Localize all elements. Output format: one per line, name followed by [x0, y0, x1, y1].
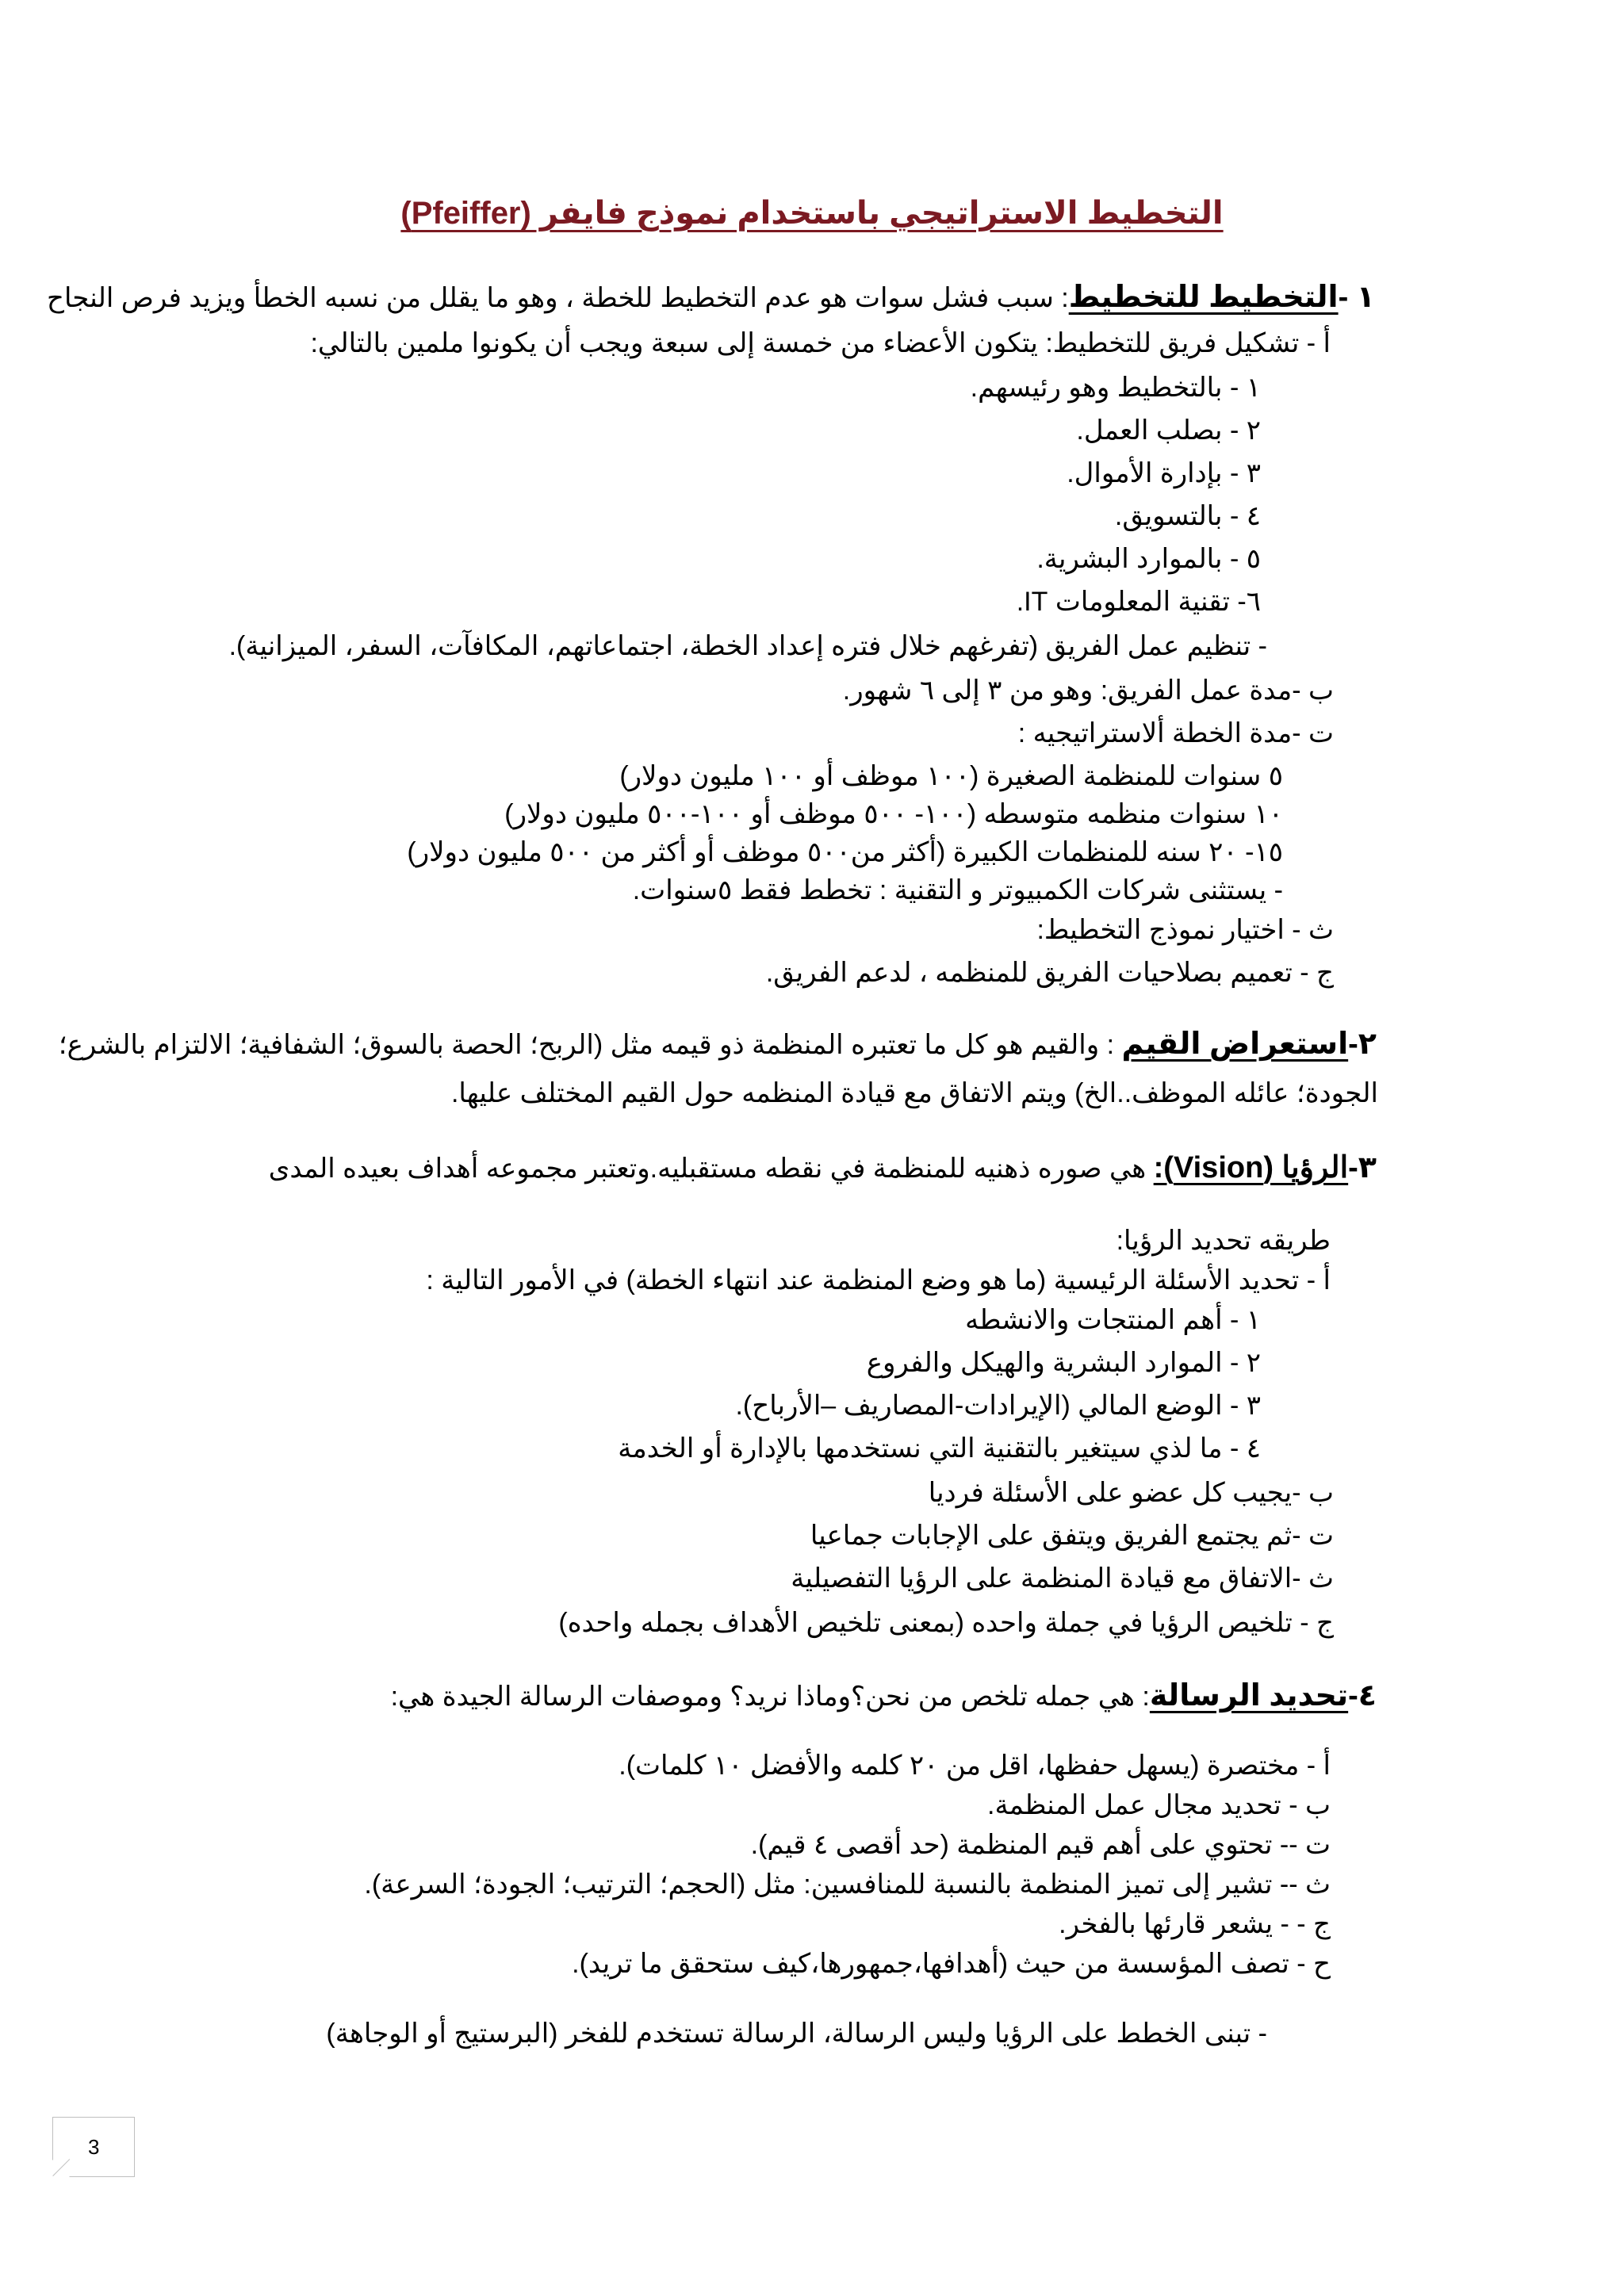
s1-duration: - يستثنى شركات الكمبيوتر و التقنية : تخطط فقط ٥سنوات.	[632, 875, 1283, 905]
s4-item: ب - تحديد مجال عمل المنظمة.	[987, 1790, 1331, 1820]
s3-method: طريقه تحديد الرؤيا:	[1116, 1226, 1331, 1256]
s4-item: ت -- تحتوي على أهم قيم المنظمة (حد أقصى ٤ قيم).	[750, 1830, 1331, 1860]
section-1-heading-line: ١ -التخطيط للتخطيط: سبب فشل سوات هو عدم التخطيط للخطة ، وهو ما يقلل من نسبه الخطأ ويزيد فرص النجاح	[47, 281, 1375, 314]
s1-b: ب -مدة عمل الفريق: وهو من ٣ إلى ٦ شهور.	[842, 675, 1334, 706]
s3-th: ث -الاتفاق مع قيادة المنظمة على الرؤيا التفصيلية	[791, 1563, 1334, 1594]
section-4-heading: تحديد الرسالة	[1149, 1679, 1349, 1712]
s3-t: ت -ثم يجتمع الفريق ويتفق على الإجابات جماعيا	[810, 1521, 1334, 1551]
section-4-heading-line: ٤-تحديد الرسالة: هي جمله تلخص من نحن؟وماذا نريد؟ وموصفات الرسالة الجيدة هي:	[390, 1679, 1377, 1712]
s1-item: ١ - بالتخطيط وهو رئيسهم.	[970, 373, 1261, 403]
s4-item: ث -- تشير إلى تميز المنظمة بالنسبة للمنافسين: مثل (الحجم؛ الترتيب؛ الجودة؛ السرعة).	[364, 1869, 1331, 1900]
page-number-box	[52, 2117, 135, 2177]
s1-duration: ١٥- ٢٠ سنه للمنظمات الكبيرة (أكثر من٥٠٠ موظف أو أكثر من ٥٠٠ مليون دولار)	[407, 837, 1283, 867]
s1-item: ٦- تقنية المعلومات IT.	[1016, 587, 1261, 617]
s1-duration: ٥ سنوات للمنظمة الصغيرة (١٠٠ موظف أو ١٠٠ مليون دولار)	[619, 761, 1283, 791]
s3-b: ب -يجيب كل عضو على الأسئلة فرديا	[928, 1478, 1334, 1508]
page-number: 3	[88, 2135, 100, 2159]
section-3-heading-line: ٣-الرؤيا (Vision): هي صوره ذهنيه للمنظمة في نقطه مستقبليه.وتعتبر مجموعه أهداف بعيده المدى	[268, 1151, 1377, 1184]
s1-th: ث - اختيار نموذج التخطيط:	[1036, 915, 1334, 945]
s3-item: ٣ - الوضع المالي (الإيرادات-المصاريف –الأرباح).	[735, 1391, 1261, 1421]
section-1-heading: التخطيط للتخطيط	[1068, 281, 1339, 314]
s1-t: ت -مدة الخطة ألاستراتيجيه :	[1017, 718, 1334, 748]
s1-item: ٥ - بالموارد البشرية.	[1036, 544, 1261, 574]
s1-item: ٤ - بالتسويق.	[1114, 501, 1261, 531]
s1-dash: - تنظيم عمل الفريق (تفرغهم خلال فتره إعداد الخطة، اجتماعاتهم، المكافآت، السفر، الميزانية).	[228, 631, 1267, 661]
s4-item: ج - - يشعر قارئها بالفخر.	[1059, 1909, 1331, 1939]
section-2-heading: استعراض القيم	[1121, 1027, 1349, 1061]
s3-item: ٢ - الموارد البشرية والهيكل والفروع	[866, 1348, 1261, 1378]
s3-a: أ - تحديد الأسئلة الرئيسية (ما هو وضع المنظمة عند انتهاء الخطة) في الأمور التالية :	[426, 1265, 1331, 1295]
s1-item: ٣ - بإدارة الأموال.	[1067, 458, 1261, 488]
s3-item: ٤ - ما لذي سيتغير بالتقنية التي نستخدمها بالإدارة أو الخدمة	[618, 1433, 1261, 1464]
s3-j: ج - تلخيص الرؤيا في جملة واحده (بمعنى تلخيص الأهداف بجمله واحده)	[558, 1608, 1334, 1638]
s1-j: ج - تعميم بصلاحيات الفريق للمنظمه ، لدعم الفريق.	[765, 958, 1334, 988]
s4-item: أ - مختصرة (يسهل حفظها، اقل من ٢٠ كلمه والأفضل ١٠ كلمات).	[619, 1751, 1331, 1781]
s2-line2: الجودة؛ عائله الموظف..الخ) ويتم الاتفاق مع قيادة المنظمه حول القيم المختلف عليها.	[450, 1078, 1378, 1108]
page-title: التخطيط الاستراتيجي باستخدام نموذج فايفر (Pfeiffer)	[400, 196, 1224, 231]
section-3-heading: الرؤيا (Vision):	[1153, 1151, 1349, 1184]
s4-note: - تبنى الخطط على الرؤيا وليس الرسالة، الرسالة تستخدم للفخر (البرستيج أو الوجاهة)	[326, 2019, 1267, 2049]
s4-item: ح - تصف المؤسسة من حيث (أهدافها،جمهورها،كيف ستحقق ما تريد).	[572, 1949, 1331, 1979]
section-2-heading-line: ٢-استعراض القيم : والقيم هو كل ما تعتبره المنظمة ذو قيمه مثل (الربح؛ الحصة بالسوق؛ الشفافية؛ الالتزام بالشرع؛	[58, 1027, 1377, 1061]
s3-item: ١ - أهم المنتجات والانشطه	[965, 1305, 1261, 1335]
s1-item: ٢ - بصلب العمل.	[1076, 415, 1261, 446]
s1-a: أ - تشكيل فريق للتخطيط: يتكون الأعضاء من خمسة إلى سبعة ويجب أن يكونوا ملمين بالتالي:	[310, 328, 1331, 358]
s1-duration: ١٠ سنوات منظمه متوسطه (١٠٠- ٥٠٠ موظف أو ١٠٠-٥٠٠ مليون دولار)	[504, 799, 1283, 829]
